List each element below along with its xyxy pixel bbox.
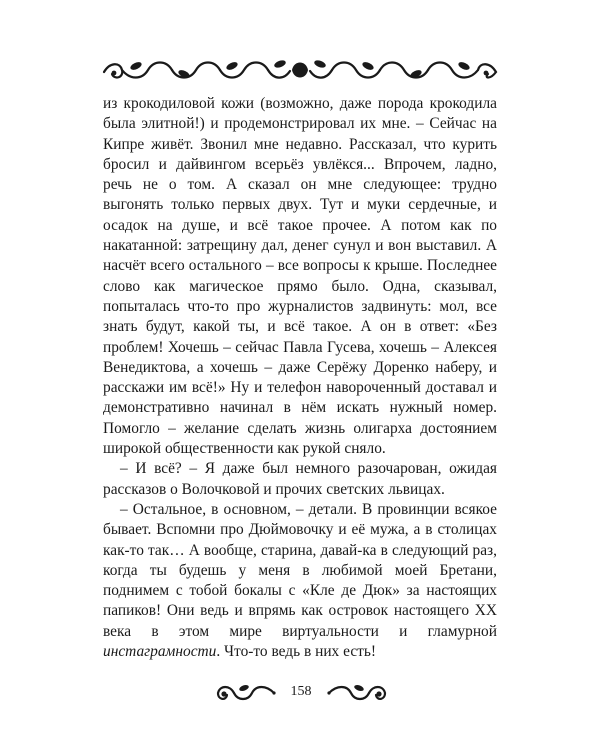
paragraph: [103, 459, 497, 500]
decorative-flourish-right: [325, 682, 391, 704]
page-footer: [0, 678, 600, 708]
page-number: 158: [290, 684, 312, 699]
italic-text: инстаграмности: [103, 643, 217, 661]
paragraph: [103, 94, 497, 459]
text-segment: – И всё? – Я даже был немного разочарован, ожидая рассказов о Волочковой и прочих светских львицах.: [103, 460, 497, 498]
body-text: [103, 94, 497, 662]
text-segment: из крокодиловой кожи (возможно, даже порода крокодила была элитной!) и продемонстрировал их мне. – Сейчас на Кипре живёт. Звонил мне недавно. Рассказал, что курить бросил и дайвингом всерьёз увлёкся... Впрочем, ладно, речь не о том. А сказал он мне следующее: трудно выгонять только первых двух. Тут и муки сердечные, и осадок на душе, и всё такое прочее. А потом как по накатанной: затрещину дал, денег сунул и вон выставил. А насчёт всего остального – все вопросы к крыше. Последнее слово как магическое прямо было. Одна, сказывал, попыталась что-то про журналистов задвинуть: мол, все знать будут, какой ты, и всё такое. А он в ответ: «Без проблем! Хочешь – сейчас Павла Гусева, хочешь – Алексея Венедиктова, а хочешь – даже Серёжу Доренко наберу, и расскажи им всё!» Ну и телефон навороченный доставал и демонстративно начинал в нём искать нужный номер. Помогло – желание сделать жизнь олигарха достоянием широкой общественности как рукой сняло.: [103, 95, 497, 458]
decorative-flourish-left: [212, 682, 278, 704]
decorative-flourish-header: [100, 56, 500, 86]
text-segment: – Остальное, в основном, – детали. В провинции всякое бывает. Вспомни про Дюймовочку и её мужа, а в столицах как-то так… А вообще, старина, давай-ка в следующий раз, когда ты будешь у меня в любимой моей Бретани, поднимем с тобой бокалы с «Кле де Дюк» за настоящих папиков! Они ведь и впрямь как островок настоящего XX века в этом мире виртуальности и гламурной: [103, 500, 497, 640]
text-segment: . Что-то ведь в них есть!: [216, 643, 377, 661]
paragraph: [103, 500, 497, 662]
